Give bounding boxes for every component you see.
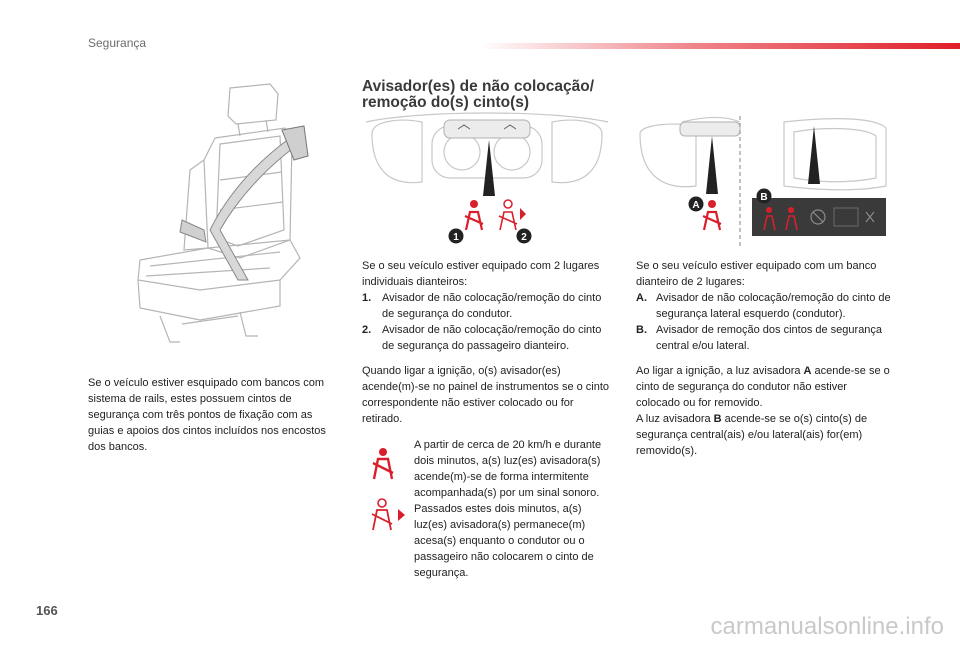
lamp-a-paragraph: Ao ligar a ignição, a luz avisadora A acende-se se o cinto de segurança do condutor não estiver colocado ou for removido. bbox=[636, 365, 890, 409]
dashboard-bench-seat-figure bbox=[636, 112, 890, 248]
header-accent-bar bbox=[480, 43, 960, 49]
seatbelt-warning-icon-a bbox=[703, 200, 721, 230]
svg-text:1: 1 bbox=[453, 232, 459, 243]
lamp-b-paragraph: A luz avisadora B acende-se se o(s) cinto(s) de segurança central(ais) e/ou lateral(ais) for(em) removido(s). bbox=[636, 413, 868, 457]
callout-1 bbox=[449, 229, 464, 244]
seatbelt-lamp-icon bbox=[370, 447, 396, 481]
rail-seats-paragraph: Se o veículo estiver esquipado com bancos com sistema de rails, estes possuem cintos de segurança com três pontos de fixação com as guias e apoios dos cintos incluídos nos encostos dos bancos. bbox=[88, 377, 326, 453]
seat-with-belt-illustration bbox=[120, 80, 320, 350]
section-title: Segurança bbox=[88, 36, 147, 50]
list-item: A. Avisador de não colocação/remoção do cinto de segurança lateral esquerdo (condutor). bbox=[636, 292, 891, 320]
watermark: carmanualsonline.info bbox=[710, 613, 944, 640]
middle-column-text bbox=[362, 258, 614, 427]
svg-text:A: A bbox=[692, 200, 700, 211]
list-item: 2. Avisador de não colocação/remoção do cinto de segurança do passageiro dianteiro. bbox=[362, 324, 602, 352]
ignition-paragraph: Quando ligar a ignição, o(s) avisador(es) acende(m)-se no painel de instrumentos se o cinto correspondente não estiver colocado ou for retirado. bbox=[362, 365, 610, 425]
bench-seat-intro: Se o seu veículo estiver equipado com um banco dianteiro de 2 lugares: bbox=[636, 260, 877, 288]
bench-seat-list bbox=[636, 290, 892, 354]
page-number: 166 bbox=[36, 603, 58, 618]
speed-note: A partir de cerca de 20 km/h e durante dois minutos, a(s) luz(es) avisadora(s) acende(m)-se de forma intermitente acompanhada(s) por um sinal sonoro. Passados estes dois minutos, a(s) luz(es) avisadora(s) permanece(m) acesa(s) enquanto o condutor ou o passageiro não colocarem o cinto de segurança. bbox=[414, 439, 602, 579]
two-seats-list bbox=[362, 290, 614, 354]
right-column-text bbox=[636, 258, 892, 459]
list-item: 1. Avisador de não colocação/remoção do cinto de segurança do condutor. bbox=[362, 292, 602, 320]
svg-text:B: B bbox=[760, 192, 768, 203]
seatbelt-warning-icon-1 bbox=[465, 200, 483, 230]
dashboard-two-seats-figure bbox=[362, 112, 612, 248]
section-heading: Avisador(es) de não colocação/ remoção do(s) cinto(s) bbox=[362, 78, 595, 111]
seatbelt-lamp-flashing-icon bbox=[368, 497, 408, 533]
svg-text:2: 2 bbox=[521, 232, 527, 243]
callout-2 bbox=[517, 229, 532, 244]
callout-a bbox=[689, 197, 704, 212]
callout-b bbox=[757, 189, 772, 204]
two-seats-intro: Se o seu veículo estiver equipado com 2 lugares individuais dianteiros: bbox=[362, 260, 600, 288]
seatbelt-warning-icon-2 bbox=[499, 200, 526, 230]
list-item: B. Avisador de remoção dos cintos de segurança central e/ou lateral. bbox=[636, 324, 883, 352]
